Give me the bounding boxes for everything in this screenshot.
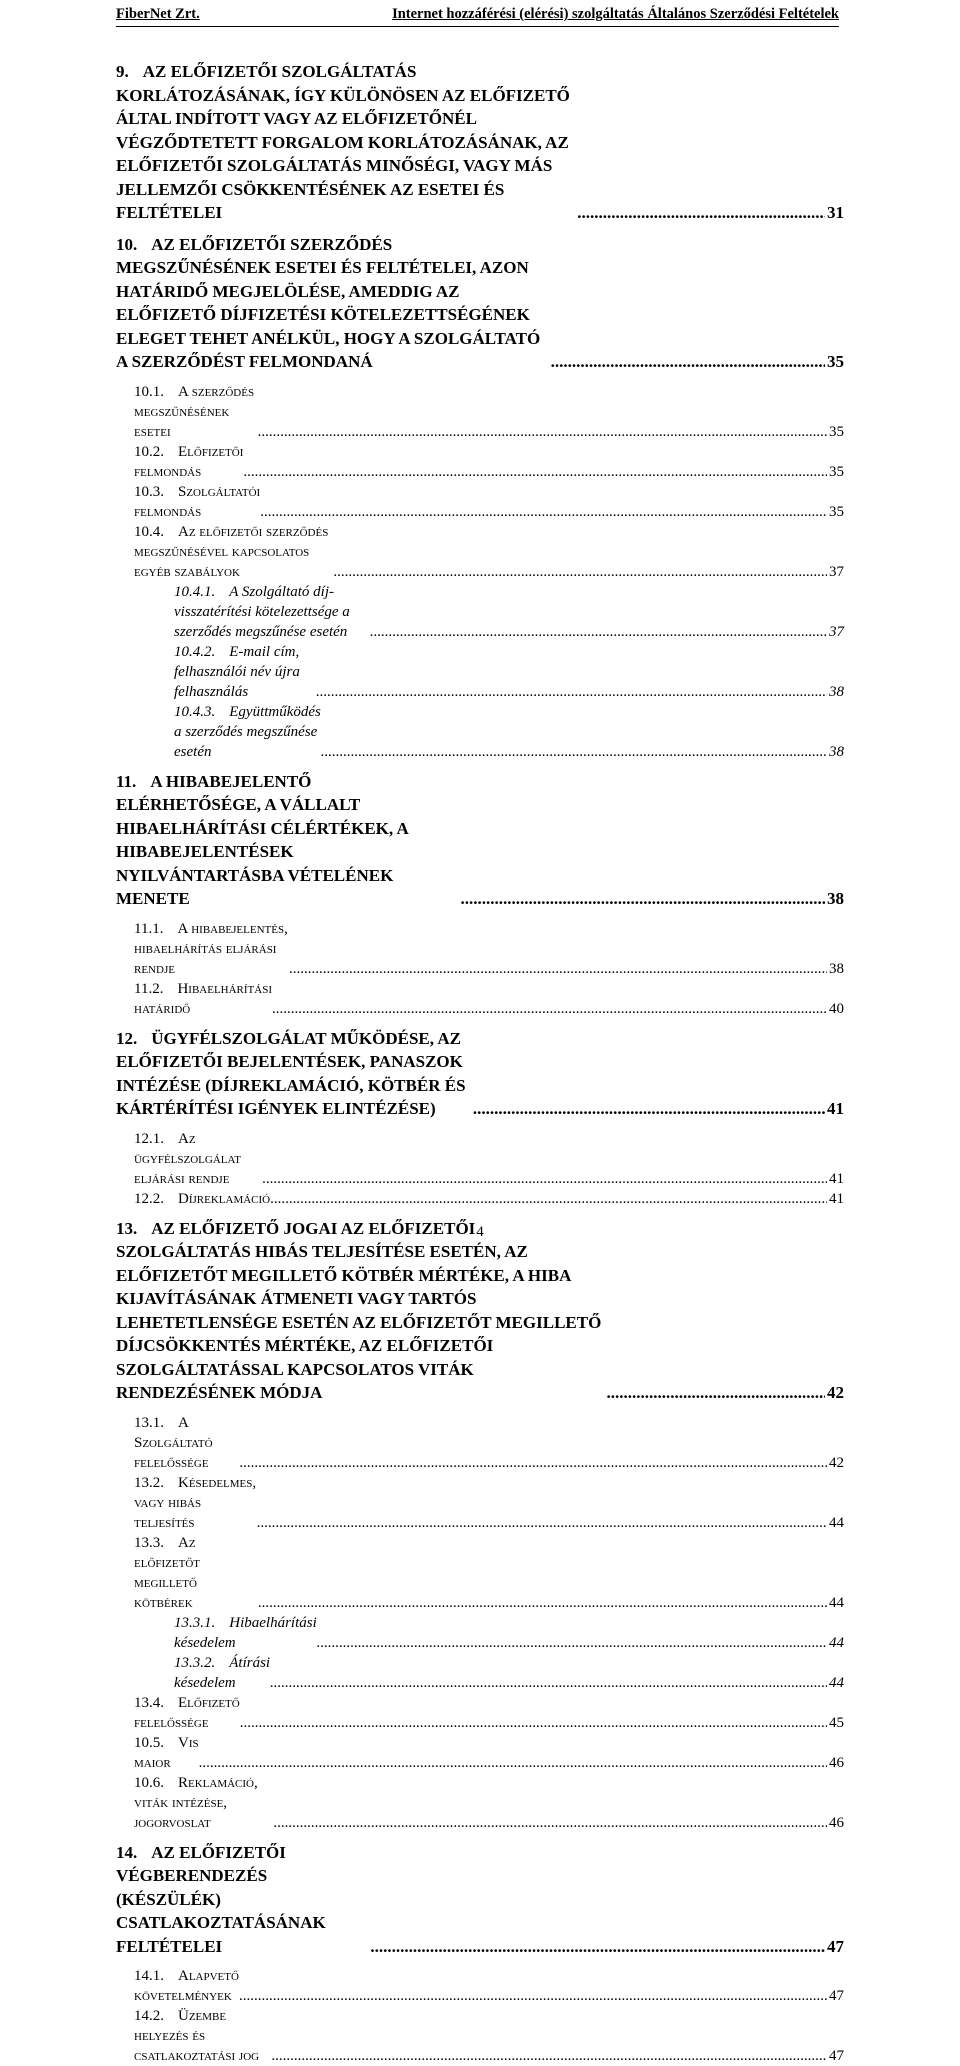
toc-entry-number: 10.6. (134, 1774, 164, 1791)
toc-entry-number: 10.5. (134, 1734, 164, 1751)
table-of-contents (116, 60, 844, 2066)
toc-entry-title: Hibaelhárítási késedelem (174, 1614, 317, 1651)
toc-entry-number: 10.1. (134, 383, 164, 400)
toc-entry[interactable] (116, 979, 844, 1019)
toc-dot-leader (272, 999, 827, 1019)
toc-entry[interactable] (116, 770, 844, 911)
toc-entry[interactable] (116, 1533, 844, 1613)
toc-entry-number: 13.3.1. (174, 1614, 216, 1631)
toc-dot-leader (239, 1453, 827, 1473)
toc-entry-page: 35 (827, 352, 844, 371)
toc-dot-leader (240, 1713, 827, 1733)
toc-entry[interactable] (116, 60, 844, 225)
toc-entry[interactable] (116, 1129, 844, 1189)
toc-entry-page: 44 (829, 1594, 844, 1611)
toc-entry-number: 10.4. (134, 523, 164, 540)
document-title: Internet hozzáférési (elérési) szolgáltatás Általános Szerződési Feltételek (392, 6, 839, 22)
toc-entry-number: 12.2. (134, 1190, 164, 1207)
toc-dot-leader (473, 1097, 825, 1121)
toc-entry-page: 38 (829, 960, 844, 977)
toc-dot-leader (370, 1935, 825, 1959)
toc-entry-title: Az előfizetőt megillető kötbérek (134, 1534, 200, 1611)
toc-entry[interactable] (116, 1733, 844, 1773)
toc-entry-page: 47 (829, 1988, 844, 2004)
toc-dot-leader (258, 1593, 827, 1613)
toc-entry-title: Az előfizetői szerződés megszűnésével kapcsolatos egyéb szabályok (134, 523, 329, 580)
toc-entry-page: 38 (829, 683, 844, 700)
toc-entry-page: 44 (829, 1514, 844, 1531)
toc-entry-page: 35 (829, 503, 844, 520)
toc-entry-title: AZ ELŐFIZETŐI SZERZŐDÉS MEGSZŰNÉSÉNEK ESETEI ÉS FELTÉTELEI, AZON HATÁRIDŐ MEGJELÖLÉSE, AMEDDIG AZ ELŐFIZETŐ DÍJFIZETÉSI KÖTELEZETTSÉGÉNEK ELEGET TEHET ANÉLKÜL, HOGY A SZOLGÁLTATÓ A SZERZŐDÉST FELMONDANÁ (116, 234, 541, 371)
toc-entry-page: 46 (829, 1814, 844, 1831)
toc-dot-leader (257, 1513, 827, 1533)
toc-entry-number: 10.4.3. (174, 703, 216, 720)
toc-entry[interactable] (116, 1217, 844, 1405)
toc-entry[interactable] (116, 1693, 844, 1733)
toc-entry-number: 10.3. (134, 483, 164, 500)
toc-entry-title: Előfizető felelőssége (134, 1694, 240, 1731)
page-header (116, 6, 839, 27)
toc-entry-number: 13.2. (134, 1474, 164, 1491)
toc-entry-page: 47 (829, 2048, 844, 2064)
toc-dot-leader (370, 622, 827, 642)
toc-entry-title: Vis maior (134, 1734, 199, 1771)
toc-dot-leader (270, 1673, 827, 1693)
toc-entry-number: 13. (116, 1218, 138, 1238)
toc-entry-number: 14. (116, 1842, 138, 1862)
toc-entry-title: A Szolgáltató felelőssége (134, 1414, 213, 1471)
toc-dot-leader (289, 959, 827, 979)
toc-entry-number: 14.2. (134, 2008, 164, 2024)
toc-dot-leader (606, 1381, 825, 1405)
toc-entry-title: A Szolgáltató díj-visszatérítési kötelezettsége a szerződés megszűnése esetén (174, 583, 350, 640)
toc-entry-page: 41 (829, 1190, 844, 1207)
toc-entry-number: 13.4. (134, 1694, 164, 1711)
toc-entry-title: A HIBABEJELENTŐ ELÉRHETŐSÉGE, A VÁLLALT HIBAELHÁRÍTÁSI CÉLÉRTÉKEK, A HIBABEJELENTÉSEK NYILVÁNTARTÁSBA VÉTELÉNEK MENETE (116, 771, 408, 908)
toc-dot-leader (262, 1169, 827, 1189)
toc-dot-leader (460, 887, 825, 911)
toc-entry-page: 41 (829, 1170, 844, 1187)
toc-entry-title: E-mail cím, felhasználói név újra felhasználás (174, 643, 300, 700)
toc-entry-page: 41 (827, 1099, 844, 1118)
toc-entry-title: AZ ELŐFIZETŐI SZOLGÁLTATÁS KORLÁTOZÁSÁNAK, ÍGY KÜLÖNÖSEN AZ ELŐFIZETŐ ÁLTAL INDÍTOTT VAGY AZ ELŐFIZETŐNÉL VÉGZŐDTETETT FORGALOM KORLÁTOZÁSÁNAK, AZ ELŐFIZETŐI SZOLGÁLTATÁS MINŐSÉGI, VAGY MÁS JELLEMZŐI CSÖKKENTÉSÉNEK AZ ESETEI ÉS FELTÉTELEI (116, 62, 570, 222)
toc-entry-title: Alapvető követelmények (134, 1968, 239, 2004)
toc-entry-page: 45 (829, 1714, 844, 1731)
toc-entry-title: Késedelmes, vagy hibás teljesítés (134, 1474, 257, 1531)
toc-entry-page: 38 (829, 743, 844, 760)
toc-entry-number: 12. (116, 1028, 138, 1048)
toc-entry[interactable] (116, 1613, 844, 1653)
toc-entry[interactable] (116, 2006, 844, 2066)
toc-entry-title: Az ügyfélszolgálat eljárási rendje (134, 1130, 241, 1187)
toc-entry[interactable] (116, 702, 844, 762)
page-number: 4 (476, 1224, 484, 1240)
toc-entry[interactable] (116, 382, 844, 442)
toc-dot-leader (243, 462, 827, 482)
toc-entry[interactable] (116, 1027, 844, 1121)
toc-entry-number: 11.2. (134, 980, 164, 997)
toc-entry-title: A hibabejelentés, hibaelhárítás eljárási rendje (134, 920, 288, 977)
toc-entry-number: 10. (116, 234, 138, 254)
toc-dot-leader (321, 742, 827, 762)
toc-dot-leader (271, 2046, 827, 2066)
toc-entry[interactable] (116, 1966, 844, 2006)
toc-entry-title: Előfizetői felmondás (134, 443, 244, 480)
toc-dot-leader (239, 1986, 827, 2006)
toc-entry-page: 42 (827, 1383, 844, 1402)
toc-entry-number: 13.1. (134, 1414, 164, 1431)
toc-entry-title: Szolgáltatói felmondás (134, 483, 261, 520)
toc-entry-title: AZ ELŐFIZETŐ JOGAI AZ ELŐFIZETŐI SZOLGÁLTATÁS HIBÁS TELJESÍTÉSE ESETÉN, AZ ELŐFIZETŐT MEGILLETŐ KÖTBÉR MÉRTÉKE, A HIBA KIJAVÍTÁSÁNAK ÁTMENETI VAGY TARTÓS LEHETETLENSÉGE ESETÉN AZ ELŐFIZETŐT MEGILLETŐ DÍJCSÖKKENTÉS MÉRTÉKE, AZ ELŐFIZETŐI SZOLGÁLTATÁSSAL KAPCSOLATOS VITÁK RENDEZÉSÉNEK MÓDJA (116, 1218, 602, 1402)
toc-dot-leader (317, 1633, 827, 1653)
toc-entry[interactable] (116, 482, 844, 522)
toc-entry-page: 38 (827, 889, 844, 908)
toc-entry[interactable] (116, 1473, 844, 1533)
toc-entry[interactable] (116, 1653, 844, 1693)
toc-entry-number: 11.1. (134, 920, 164, 937)
toc-dot-leader (551, 350, 825, 374)
toc-entry-number: 9. (116, 62, 129, 81)
toc-entry[interactable] (116, 1189, 844, 1209)
toc-dot-leader (333, 562, 827, 582)
toc-entry-page: 44 (829, 1634, 844, 1651)
toc-entry[interactable] (116, 1773, 844, 1833)
toc-entry-title: Átírási késedelem (174, 1654, 271, 1691)
toc-entry-title: Hibaelhárítási határidő (134, 980, 272, 1017)
toc-entry-title: Együttműködés a szerződés megszűnése esetén (174, 703, 321, 760)
toc-entry-page: 46 (829, 1754, 844, 1771)
toc-entry[interactable] (116, 582, 844, 642)
toc-entry[interactable] (116, 442, 844, 482)
toc-entry-title: AZ ELŐFIZETŐI VÉGBERENDEZÉS (KÉSZÜLÉK) CSATLAKOZTATÁSÁNAK FELTÉTELEI (116, 1842, 326, 1956)
toc-entry-page: 35 (829, 423, 844, 440)
toc-entry-title: Díjreklamáció (178, 1190, 271, 1207)
company-name: FiberNet Zrt. (116, 6, 200, 22)
toc-entry-number: 13.3. (134, 1534, 164, 1551)
toc-entry-page: 44 (829, 1674, 844, 1691)
toc-entry-title: Reklamáció, viták intézése, jogorvoslat (134, 1774, 258, 1831)
toc-entry[interactable] (116, 919, 844, 979)
toc-entry-number: 14.1. (134, 1968, 164, 1984)
toc-dot-leader (316, 682, 827, 702)
toc-entry-number: 10.4.2. (174, 643, 216, 660)
toc-entry[interactable] (116, 642, 844, 702)
toc-entry-page: 31 (827, 203, 844, 222)
toc-entry-number: 10.4.1. (174, 583, 216, 600)
toc-dot-leader (199, 1753, 827, 1773)
toc-entry-page: 37 (829, 563, 844, 580)
toc-entry-page: 47 (827, 1936, 844, 1956)
toc-entry-number: 13.3.2. (174, 1654, 216, 1671)
toc-entry-title: A szerződés megszűnésének esetei (134, 383, 255, 440)
toc-entry-page: 40 (829, 1000, 844, 1017)
toc-entry-page: 37 (829, 623, 844, 640)
toc-entry[interactable] (116, 1841, 844, 1959)
toc-dot-leader (270, 1189, 827, 1209)
toc-entry-number: 11. (116, 771, 137, 791)
toc-entry-number: 12.1. (134, 1130, 164, 1147)
toc-entry-number: 10.2. (134, 443, 164, 460)
toc-entry[interactable] (116, 233, 844, 374)
toc-entry-title: Üzembe helyezés és csatlakoztatási jog (134, 2008, 260, 2064)
toc-entry[interactable] (116, 1413, 844, 1473)
toc-dot-leader (577, 201, 825, 225)
toc-entry[interactable] (116, 522, 844, 582)
toc-dot-leader (260, 502, 827, 522)
toc-entry-page: 42 (829, 1454, 844, 1471)
toc-entry-title: ÜGYFÉLSZOLGÁLAT MŰKÖDÉSE, AZ ELŐFIZETŐI BEJELENTÉSEK, PANASZOK INTÉZÉSE (DÍJREKLAMÁCIÓ, KÖTBÉR ÉS KÁRTÉRÍTÉSI IGÉNYEK ELINTÉZÉSE) (116, 1028, 466, 1118)
toc-entry-page: 35 (829, 463, 844, 480)
toc-dot-leader (273, 1813, 827, 1833)
toc-dot-leader (258, 422, 827, 442)
